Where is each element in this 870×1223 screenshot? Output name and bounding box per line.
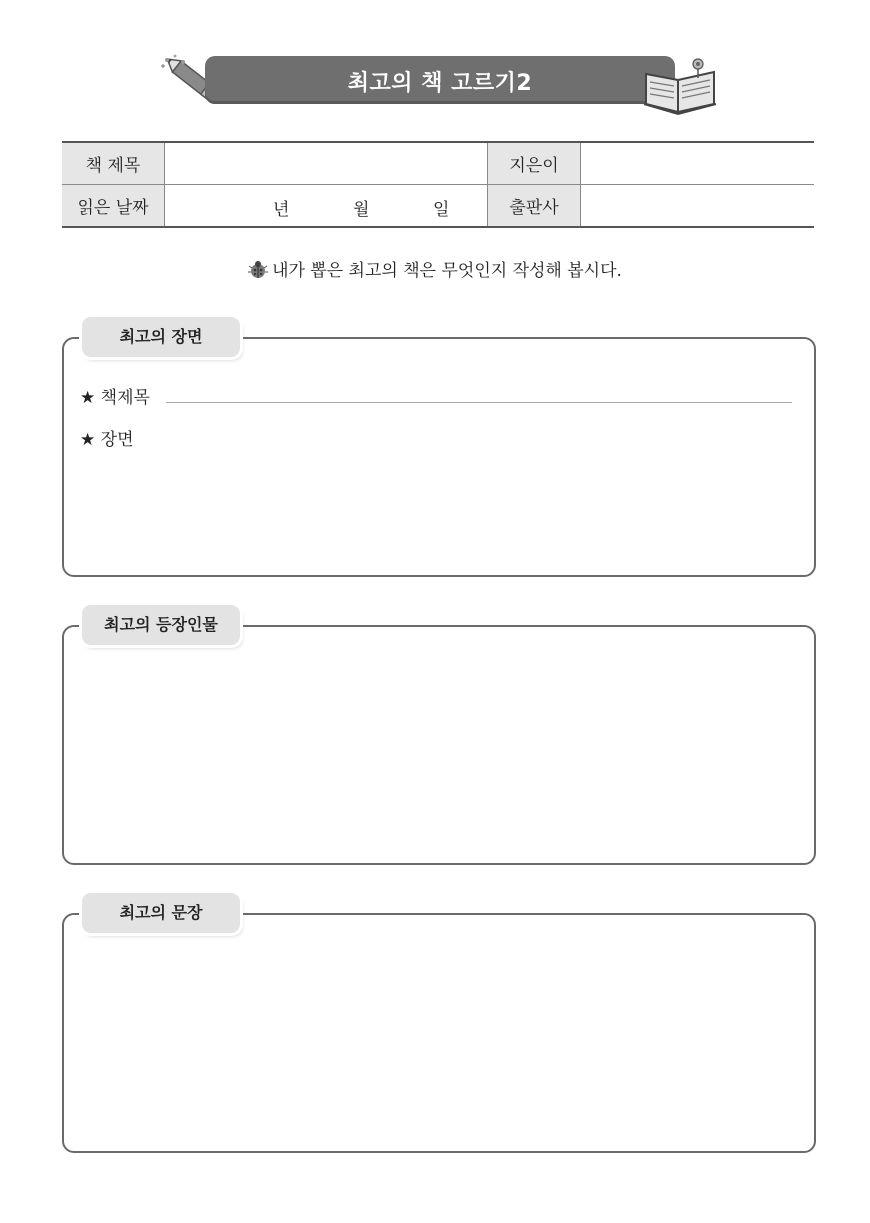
- ladybug-icon: [248, 259, 268, 279]
- read-date-label: 읽은 날짜: [62, 185, 165, 228]
- title-banner: [205, 56, 675, 104]
- book-title-field[interactable]: [165, 142, 488, 185]
- scene-prompt: ★ 장면: [80, 430, 134, 450]
- instruction-line: [0, 256, 870, 281]
- best-character-tag: 최고의 등장인물: [82, 605, 240, 645]
- publisher-label: 출판사: [488, 185, 581, 228]
- best-scene-tag: 최고의 장면: [82, 317, 240, 357]
- book-title-prompt: ★ 책제목: [80, 388, 150, 408]
- day-unit: 일: [433, 200, 450, 220]
- author-label: 지은이: [488, 142, 581, 185]
- best-character-section: [62, 615, 816, 865]
- best-scene-section: [62, 327, 816, 577]
- table-row: [62, 185, 814, 228]
- best-sentence-section: [62, 903, 816, 1153]
- book-info-table: [62, 141, 814, 228]
- page-title: 최고의 책 고르기2: [347, 71, 533, 96]
- read-date-field[interactable]: [165, 185, 488, 228]
- best-sentence-tag: 최고의 문장: [82, 893, 240, 933]
- year-unit: 년: [273, 200, 290, 220]
- author-field[interactable]: [581, 142, 815, 185]
- instruction-text: 내가 뽑은 최고의 책은 무엇인지 작성해 봅시다.: [272, 261, 622, 281]
- table-row: [62, 142, 814, 185]
- month-unit: 월: [353, 200, 370, 220]
- open-book-icon: [640, 52, 720, 116]
- publisher-field[interactable]: [581, 185, 815, 228]
- book-title-label: 책 제목: [62, 142, 165, 185]
- book-title-writing-line[interactable]: [166, 402, 792, 403]
